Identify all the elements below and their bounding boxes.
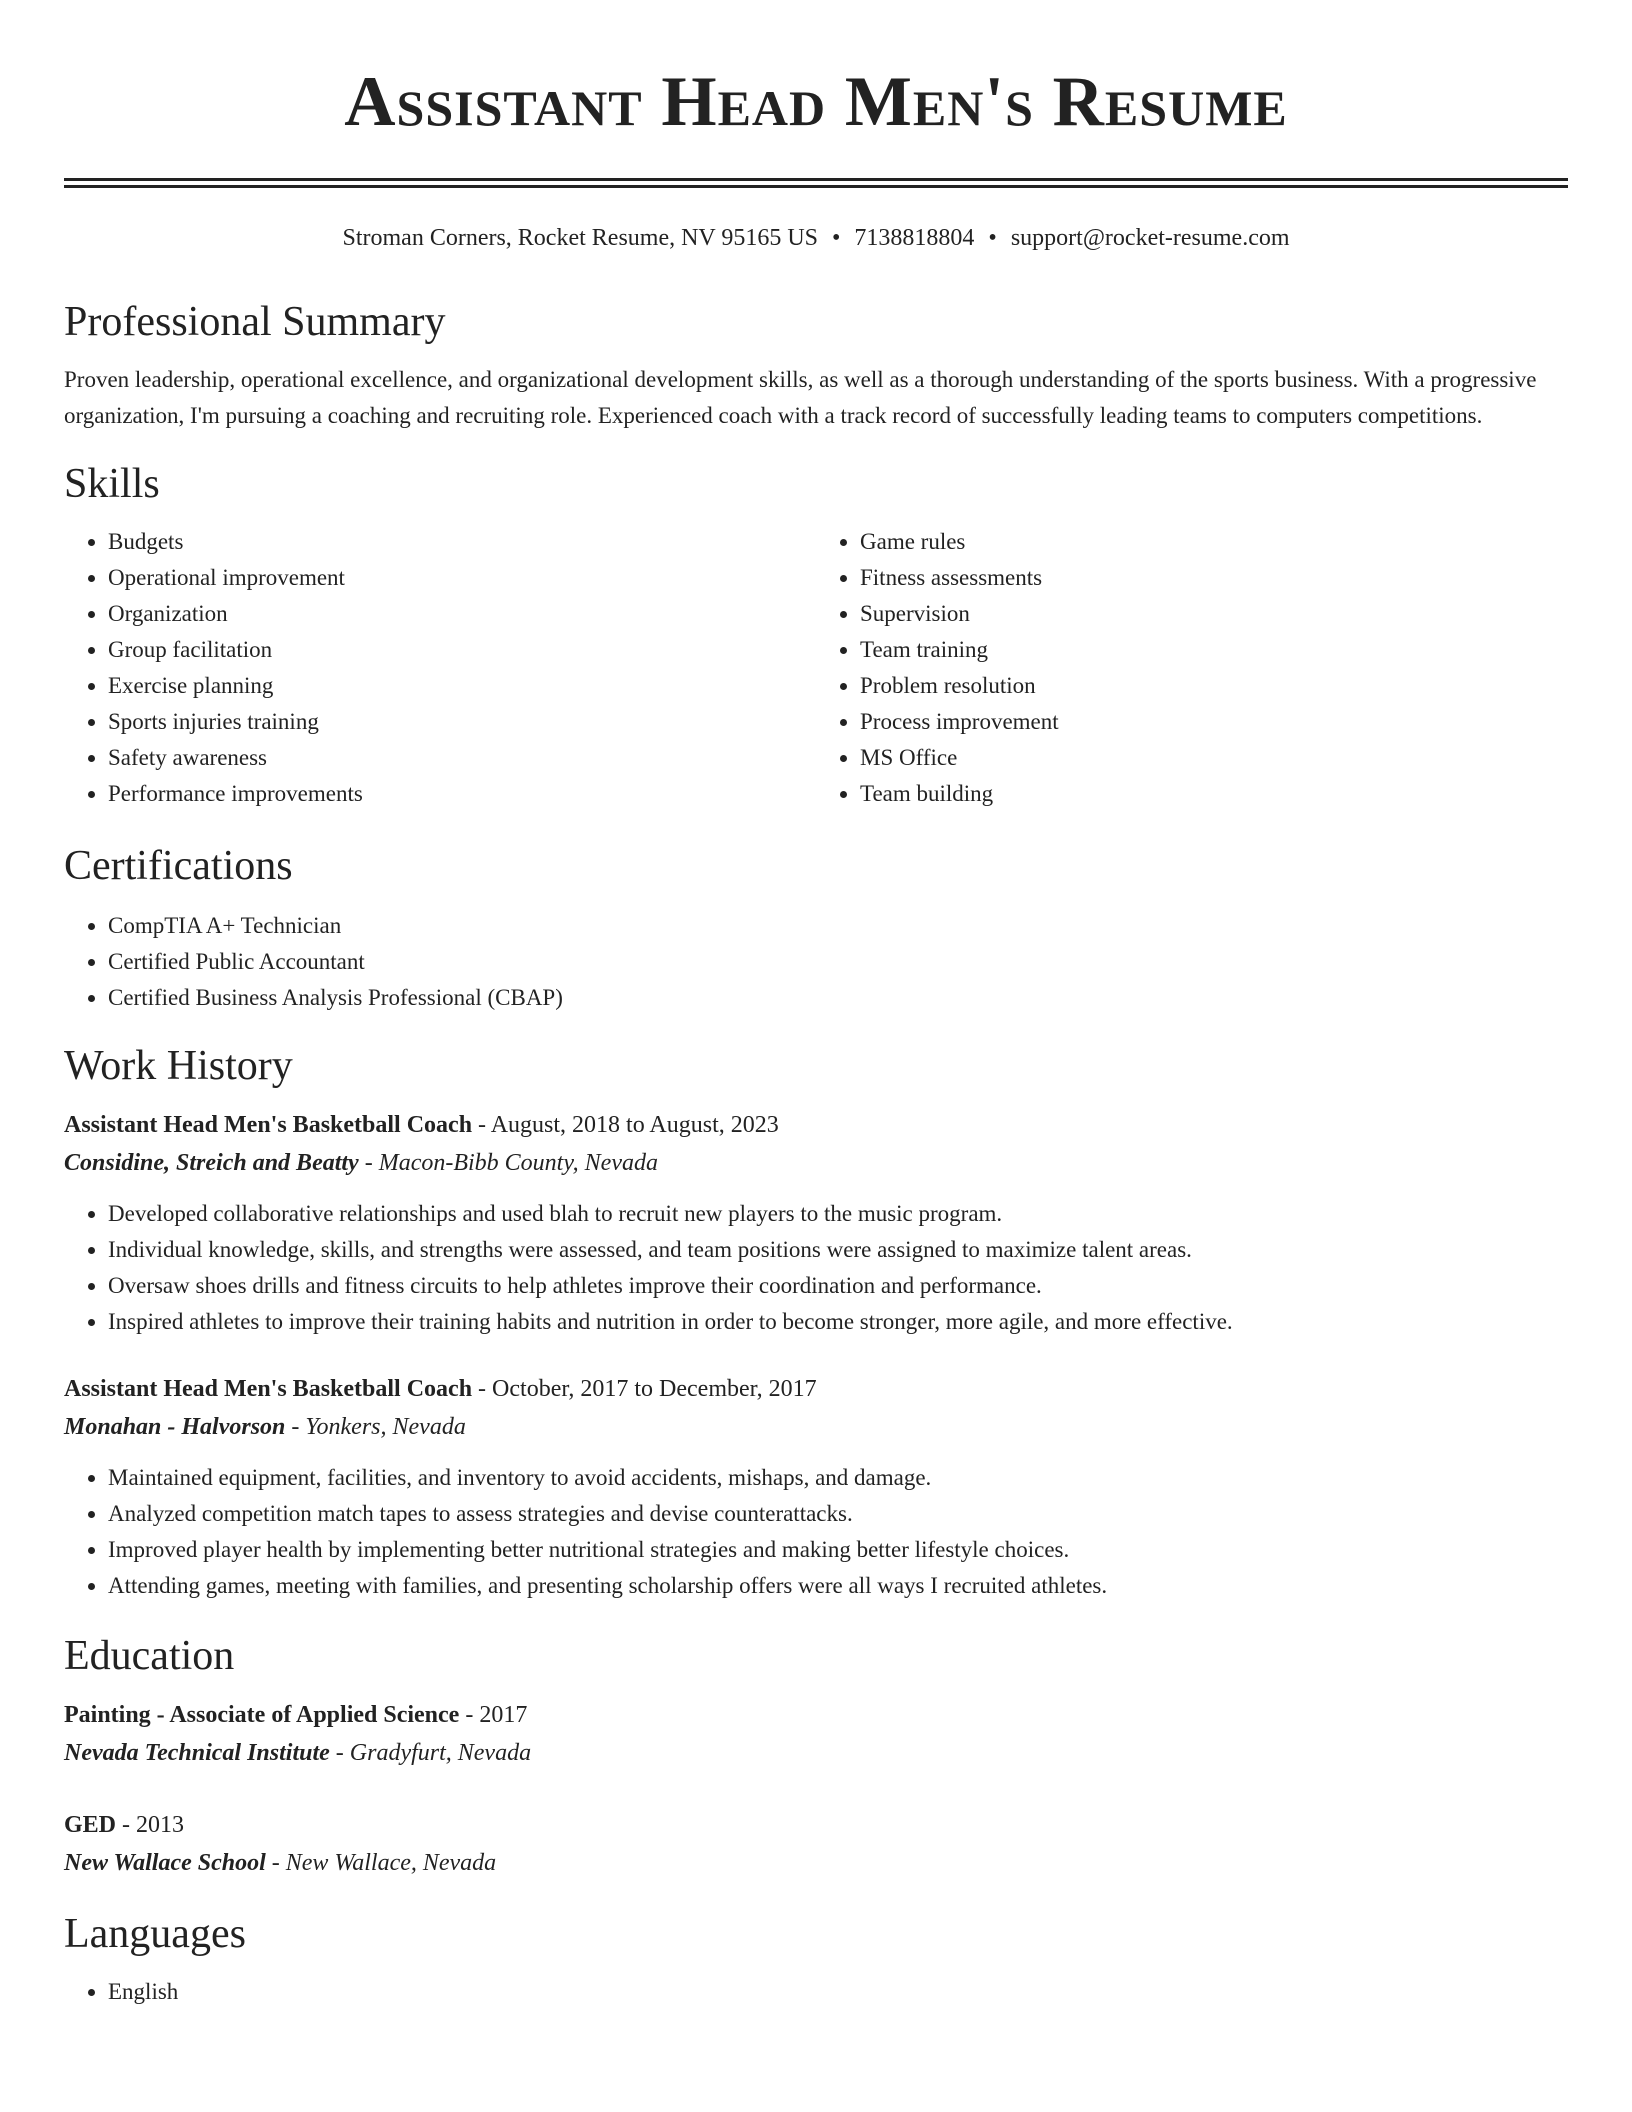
job-bullet: • Analyzed competition match tapes to assess strategies and devise counterattacks.	[108, 1496, 1568, 1532]
skill-item: • Group facilitation	[108, 632, 816, 668]
skill-item: • Team building	[860, 776, 1568, 812]
education-degree-line	[64, 1806, 1568, 1844]
skill-item: • Performance improvements	[108, 776, 816, 812]
skill-item: • Operational improvement	[108, 560, 816, 596]
job-entry	[64, 1106, 1568, 1340]
job-bullet: • Inspired athletes to improve their training habits and nutrition in order to become stronger, more agile, and more effective.	[108, 1304, 1568, 1340]
certification-item: • Certified Public Accountant	[108, 944, 1568, 980]
skill-item: • MS Office	[860, 740, 1568, 776]
education-location: - New Wallace, Nevada	[265, 1850, 497, 1876]
skill-item: • Team training	[860, 632, 1568, 668]
education-school-line	[64, 1734, 1568, 1772]
skill-item: • Supervision	[860, 596, 1568, 632]
job-bullet: • Individual knowledge, skills, and strengths were assessed, and team positions were assigned to maximize talent areas.	[108, 1232, 1568, 1268]
education-entry	[64, 1696, 1568, 1772]
summary-heading: Professional Summary	[64, 299, 446, 345]
education-year: - 2013	[116, 1812, 185, 1838]
education-degree: Painting - Associate of Applied Science	[64, 1702, 460, 1728]
job-location: - Macon-Bibb County, Nevada	[358, 1150, 658, 1176]
resume-title: Assistant Head Men's Resume	[344, 63, 1288, 141]
certification-item: • Certified Business Analysis Professional (CBAP)	[108, 980, 1568, 1016]
job-company-line	[64, 1408, 1568, 1446]
job-bullet: • Maintained equipment, facilities, and inventory to avoid accidents, mishaps, and damage.	[108, 1460, 1568, 1496]
contact-separator: •	[832, 225, 841, 251]
education-school: Nevada Technical Institute	[64, 1740, 330, 1766]
skill-item: • Exercise planning	[108, 668, 816, 704]
skill-item: • Problem resolution	[860, 668, 1568, 704]
languages-heading: Languages	[64, 1911, 246, 1957]
skill-item: • Sports injuries training	[108, 704, 816, 740]
title-double-rule	[64, 178, 1568, 188]
work-history-heading: Work History	[64, 1043, 293, 1089]
skill-item: • Process improvement	[860, 704, 1568, 740]
job-title: Assistant Head Men's Basketball Coach	[64, 1112, 473, 1138]
skills-heading: Skills	[64, 461, 160, 507]
certification-item: • CompTIA A+ Technician	[108, 908, 1568, 944]
job-bullet: • Oversaw shoes drills and fitness circuits to help athletes improve their coordination and performance.	[108, 1268, 1568, 1304]
summary-text: Proven leadership, operational excellence, and organizational development skills, as well as a thorough understanding of the sports business. With a progressive organization, I'm pursuing a coaching and recruiting role. Experienced coach with a track record of successfully leading teams to computers competitions.	[64, 367, 1537, 428]
job-bullets	[64, 1196, 1568, 1340]
skills-list-left	[64, 524, 816, 812]
job-bullets	[64, 1460, 1568, 1604]
job-title-line	[64, 1370, 1568, 1408]
education-year: - 2017	[459, 1702, 528, 1728]
contact-address: Stroman Corners, Rocket Resume, NV 95165 US	[342, 225, 819, 251]
job-bullet: • Attending games, meeting with families, and presenting scholarship offers were all ways I recruited athletes.	[108, 1568, 1568, 1604]
languages-list	[64, 1974, 1568, 2010]
job-bullet: • Developed collaborative relationships and used blah to recruit new players to the music program.	[108, 1196, 1568, 1232]
job-dates: - October, 2017 to December, 2017	[472, 1376, 817, 1402]
job-title: Assistant Head Men's Basketball Coach	[64, 1376, 473, 1402]
education-school: New Wallace School	[64, 1850, 266, 1876]
contact-phone: 7138818804	[854, 225, 975, 251]
job-dates: - August, 2018 to August, 2023	[472, 1112, 779, 1138]
skill-item: • Organization	[108, 596, 816, 632]
skill-item: • Fitness assessments	[860, 560, 1568, 596]
job-company: Monahan - Halvorson	[64, 1414, 286, 1440]
skill-item: • Safety awareness	[108, 740, 816, 776]
skill-item: • Game rules	[860, 524, 1568, 560]
contact-email: support@rocket-resume.com	[1010, 225, 1290, 251]
contact-separator: •	[988, 225, 997, 251]
skills-list-right	[816, 524, 1568, 812]
contact-line	[64, 222, 1568, 254]
education-degree-line	[64, 1696, 1568, 1734]
skills-grid	[64, 524, 1568, 812]
job-location: - Yonkers, Nevada	[285, 1414, 466, 1440]
job-company-line	[64, 1144, 1568, 1182]
job-title-line	[64, 1106, 1568, 1144]
certifications-list	[64, 908, 1568, 1016]
education-heading: Education	[64, 1633, 235, 1679]
education-location: - Gradyfurt, Nevada	[329, 1740, 532, 1766]
job-entry	[64, 1370, 1568, 1604]
job-company: Considine, Streich and Beatty	[64, 1150, 359, 1176]
skill-item: • Budgets	[108, 524, 816, 560]
education-school-line	[64, 1844, 1568, 1882]
education-entry	[64, 1806, 1568, 1882]
job-bullet: • Improved player health by implementing better nutritional strategies and making better lifestyle choices.	[108, 1532, 1568, 1568]
education-degree: GED	[64, 1812, 117, 1838]
language-item: • English	[108, 1974, 1568, 2010]
certifications-heading: Certifications	[64, 843, 293, 889]
